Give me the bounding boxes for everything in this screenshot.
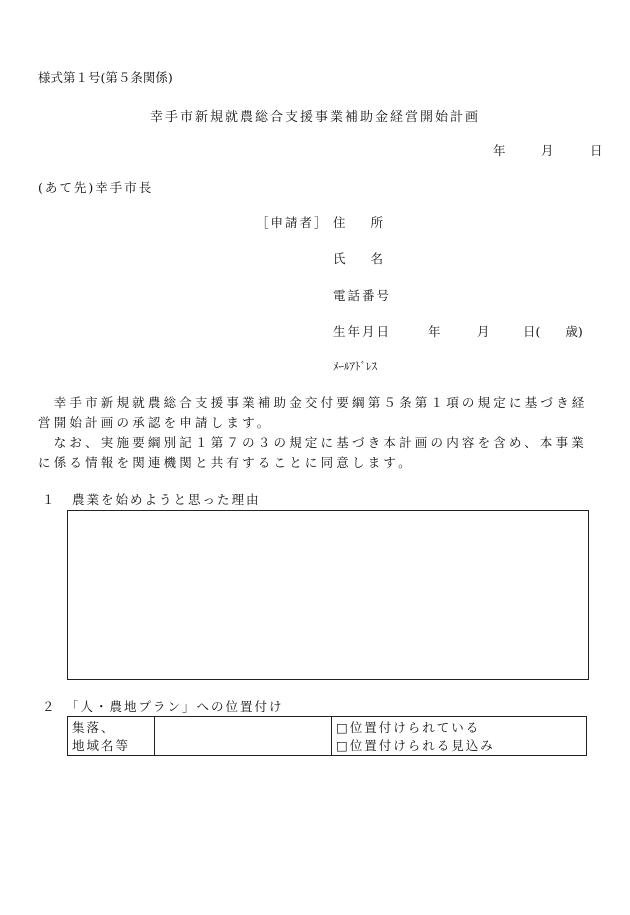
address-label: 住 所 xyxy=(333,215,384,230)
birthdate-label: 生年月日 xyxy=(333,324,392,339)
option-expected-checkbox[interactable]: □位置付けられる見込み xyxy=(336,738,495,753)
date-year: 年 xyxy=(493,143,506,158)
addressee: (あて先)幸手市長 xyxy=(38,180,154,195)
reason-box[interactable] xyxy=(67,510,589,680)
phone-label: 電話番号 xyxy=(333,288,392,303)
document-title: 幸手市新規就農総合支援事業補助金経営開始計画 xyxy=(150,110,481,125)
date-day: 日 xyxy=(590,143,603,158)
applicant-label: ［申請者］ xyxy=(256,215,329,230)
birth-month: 月 xyxy=(477,324,490,339)
section1-title: 農業を始めようと思った理由 xyxy=(72,492,261,507)
email-label: ﾒｰﾙｱﾄﾞﾚｽ xyxy=(333,360,377,373)
birth-year: 年 xyxy=(428,324,441,339)
option-positioned-checkbox[interactable]: □位置付けられている xyxy=(336,720,481,735)
position-options-cell xyxy=(332,717,587,756)
section2-title: 「人・農地プラン」への位置付け xyxy=(66,699,284,714)
consent-paragraph: なお、実施要綱別記１第７の３の規定に基づき本計画の内容を含め、本事業に係る情報を関連機関と共有することに同意します。 xyxy=(38,435,588,470)
birth-day-age: 日( 歳) xyxy=(523,324,583,339)
name-label: 氏 名 xyxy=(333,251,384,266)
plan-position-table xyxy=(67,716,587,756)
section1-number: １ xyxy=(42,492,55,507)
section2-number: ２ xyxy=(42,699,55,714)
community-area-label-cell xyxy=(68,717,155,756)
community-area-value-cell[interactable] xyxy=(155,717,332,756)
label-line2: 地域名等 xyxy=(72,738,131,753)
date-month: 月 xyxy=(541,143,554,158)
form-number: 様式第１号(第５条関係) xyxy=(38,70,173,85)
label-line1: 集落、 xyxy=(72,720,116,735)
application-paragraph: 幸手市新規就農総合支援事業補助金交付要綱第５条第１項の規定に基づき経営開始計画の承認を申請します。 xyxy=(38,395,588,430)
